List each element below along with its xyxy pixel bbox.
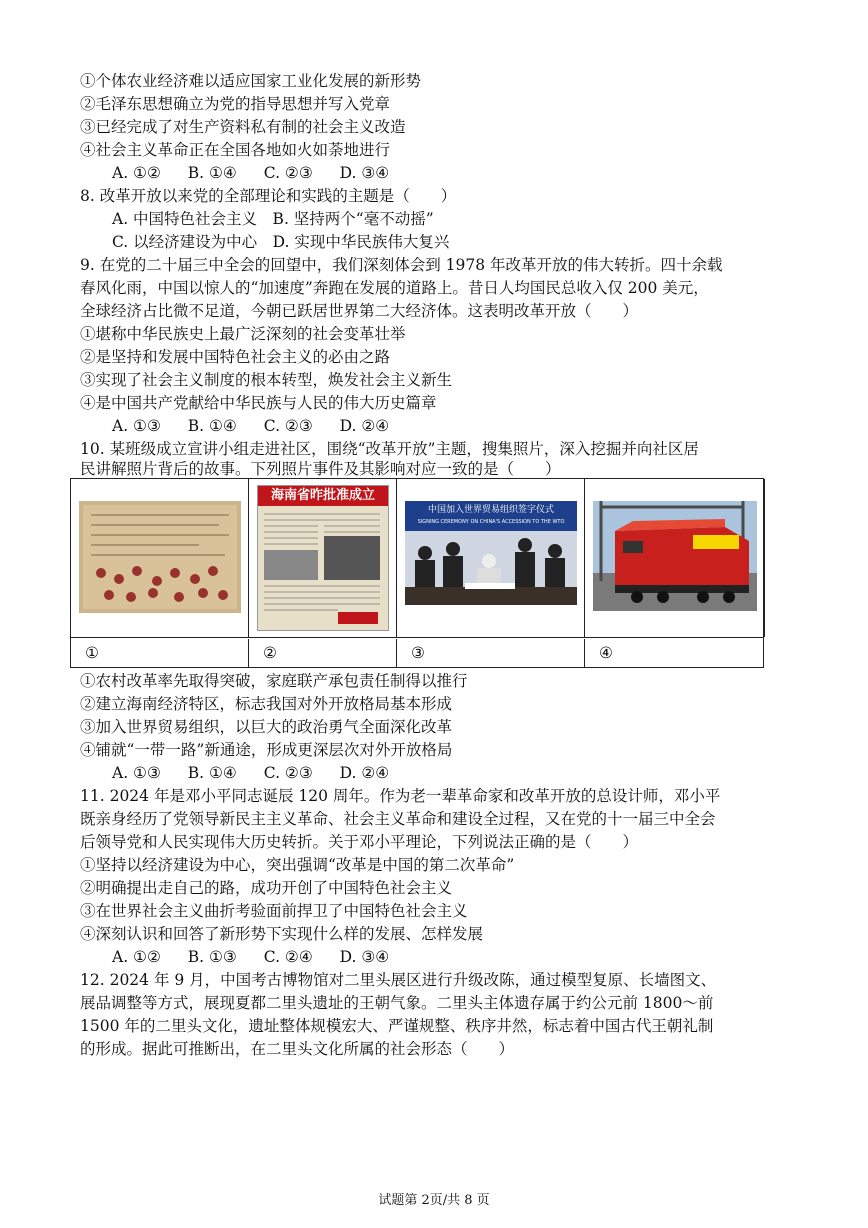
q11-item-1: ①坚持以经济建设为中心，突出强调“改革是中国的第二次革命” [80, 856, 515, 874]
q7-option-a[interactable]: A. ①② [112, 164, 161, 182]
q7-item-2: ②毛泽东思想确立为党的指导思想并写入党章 [80, 95, 391, 113]
q9-item-1: ①堪称中华民族史上最广泛深刻的社会变革壮举 [80, 325, 406, 343]
q7-item-1: ①个体农业经济难以适应国家工业化发展的新形势 [80, 72, 422, 90]
q11-option-b[interactable]: B. ①③ [187, 948, 237, 966]
q9-stem-line-2: 春风化雨，中国以惊人的“加速度”奔跑在发展的道路上。昔日人均国民总收入仅 200 美元， [80, 279, 709, 297]
q10-option-d[interactable]: D. ②④ [339, 764, 390, 782]
q9-options [112, 415, 411, 438]
photo-freight-train [593, 501, 757, 611]
q8-options-row-1[interactable]: A. 中国特色社会主义 B. 坚持两个“毫不动摇” [112, 210, 434, 228]
photo-cell-4 [585, 479, 765, 637]
q12-stem-line-1: 12. 2024 年 9 月，中国考古博物馆对二里头展区进行升级改陈，通过模型复原、长墙图文、 [80, 971, 717, 989]
q11-item-3: ③在世界社会主义曲折考验面前捍卫了中国特色社会主义 [80, 902, 468, 920]
q9-stem-line-1: 9. 在党的二十届三中全会的回望中，我们深刻体会到 1978 年改革开放的伟大转折。四十余载 [80, 256, 723, 274]
photo-cell-2 [249, 479, 397, 637]
q7-item-4: ④社会主义革命正在全国各地如火如荼地进行 [80, 141, 391, 159]
q11-options [112, 946, 411, 969]
photo-table [70, 478, 764, 668]
photo-label-4: ④ [599, 644, 613, 662]
wto-caption-cn: 中国加入世界贸易组织签字仪式 [427, 505, 554, 515]
q11-stem-line-2: 既亲身经历了党领导新民主主义革命、社会主义革命和建设全过程，又在党的十一届三中全会 [80, 810, 716, 828]
q12-stem-line-2: 展品调整等方式，展现夏都二里头遗址的王朝气象。二里头主体遗存属于约公元前 1800～前 [80, 994, 714, 1012]
q7-option-b[interactable]: B. ①④ [187, 164, 237, 182]
photo-table-divider [71, 637, 763, 638]
q7-item-3: ③已经完成了对生产资料私有制的社会主义改造 [80, 118, 406, 136]
q9-item-3: ③实现了社会主义制度的根本转型，焕发社会主义新生 [80, 371, 453, 389]
q8-stem: 8. 改革开放以来党的全部理论和实践的主题是（ ） [80, 187, 457, 205]
q9-item-4: ④是中国共产党献给中华民族与人民的伟大历史篇章 [80, 394, 437, 412]
q7-option-d[interactable]: D. ③④ [339, 164, 390, 182]
q10-item-2: ②建立海南经济特区，标志我国对外开放格局基本形成 [80, 695, 453, 713]
q8-options-row-2[interactable]: C. 以经济建设为中心 D. 实现中华民族伟大复兴 [112, 233, 450, 251]
photo-cell-1 [71, 479, 249, 637]
q10-item-3: ③加入世界贸易组织，以巨大的政治勇气全面深化改革 [80, 718, 453, 736]
q10-stem-line-2: 民讲解照片背后的故事。下列照片事件及其影响对应一致的是（ ） [80, 460, 561, 478]
q9-option-a[interactable]: A. ①③ [112, 417, 161, 435]
q10-option-a[interactable]: A. ①③ [112, 764, 161, 782]
wto-caption-en: SIGNING CEREMONY ON CHINA'S ACCESSION TO THE WTO [417, 519, 565, 525]
photo-newspaper [257, 485, 389, 631]
photo-contract-fingerprints [79, 501, 241, 613]
newspaper-body [258, 506, 386, 628]
q7-option-c[interactable]: C. ②③ [263, 164, 313, 182]
q11-option-c[interactable]: C. ②④ [263, 948, 313, 966]
q10-stem-line-1: 10. 某班级成立宣讲小组走进社区，围绕“改革开放”主题，搜集照片，深入挖掘并向社区居 [80, 440, 699, 458]
photo-cell-3 [397, 479, 585, 637]
q10-options [112, 762, 411, 785]
q10-option-c[interactable]: C. ②③ [263, 764, 313, 782]
q11-option-a[interactable]: A. ①② [112, 948, 161, 966]
q10-option-b[interactable]: B. ①④ [187, 764, 237, 782]
q11-stem-line-1: 11. 2024 年是邓小平同志诞辰 120 周年。作为老一辈革命家和改革开放的总设计师，邓小平 [80, 787, 721, 805]
q9-item-2: ②是坚持和发展中国特色社会主义的必由之路 [80, 348, 391, 366]
q11-item-2: ②明确提出走自己的路，成功开创了中国特色社会主义 [80, 879, 453, 897]
q12-stem-line-4: 的形成。据此可推断出，在二里头文化所属的社会形态（ ） [80, 1040, 515, 1058]
q11-stem-line-3: 后领导党和人民实现伟大历史转折。关于邓小平理论，下列说法正确的是（ ） [80, 833, 639, 851]
q9-option-c[interactable]: C. ②③ [263, 417, 313, 435]
q10-item-4: ④铺就“一带一路”新通途，形成更深层次对外开放格局 [80, 741, 453, 759]
q7-options [112, 162, 411, 185]
q11-item-4: ④深刻认识和回答了新形势下实现什么样的发展、怎样发展 [80, 925, 484, 943]
q10-item-1: ①农村改革率先取得突破，家庭联产承包责任制得以推行 [80, 672, 468, 690]
q9-option-d[interactable]: D. ②④ [339, 417, 390, 435]
newspaper-headline: 海南省昨批准成立 [258, 486, 388, 506]
q12-stem-line-3: 1500 年的二里头文化，遗址整体规模宏大、严谨规整、秩序井然，标志着中国古代王朝礼制 [80, 1017, 714, 1035]
q9-stem-line-3: 全球经济占比微不足道，今朝已跃居世界第二大经济体。这表明改革开放（ ） [80, 302, 639, 320]
wto-people [405, 531, 577, 605]
photo-label-1: ① [71, 639, 249, 667]
q9-option-b[interactable]: B. ①④ [187, 417, 237, 435]
page-footer: 试题第 2页/共 8 页 [378, 1193, 490, 1208]
q11-option-d[interactable]: D. ③④ [339, 948, 390, 966]
photo-label-2: ② [249, 639, 397, 667]
photo-label-3: ③ [397, 639, 585, 667]
photo-wto-signing [405, 501, 577, 605]
